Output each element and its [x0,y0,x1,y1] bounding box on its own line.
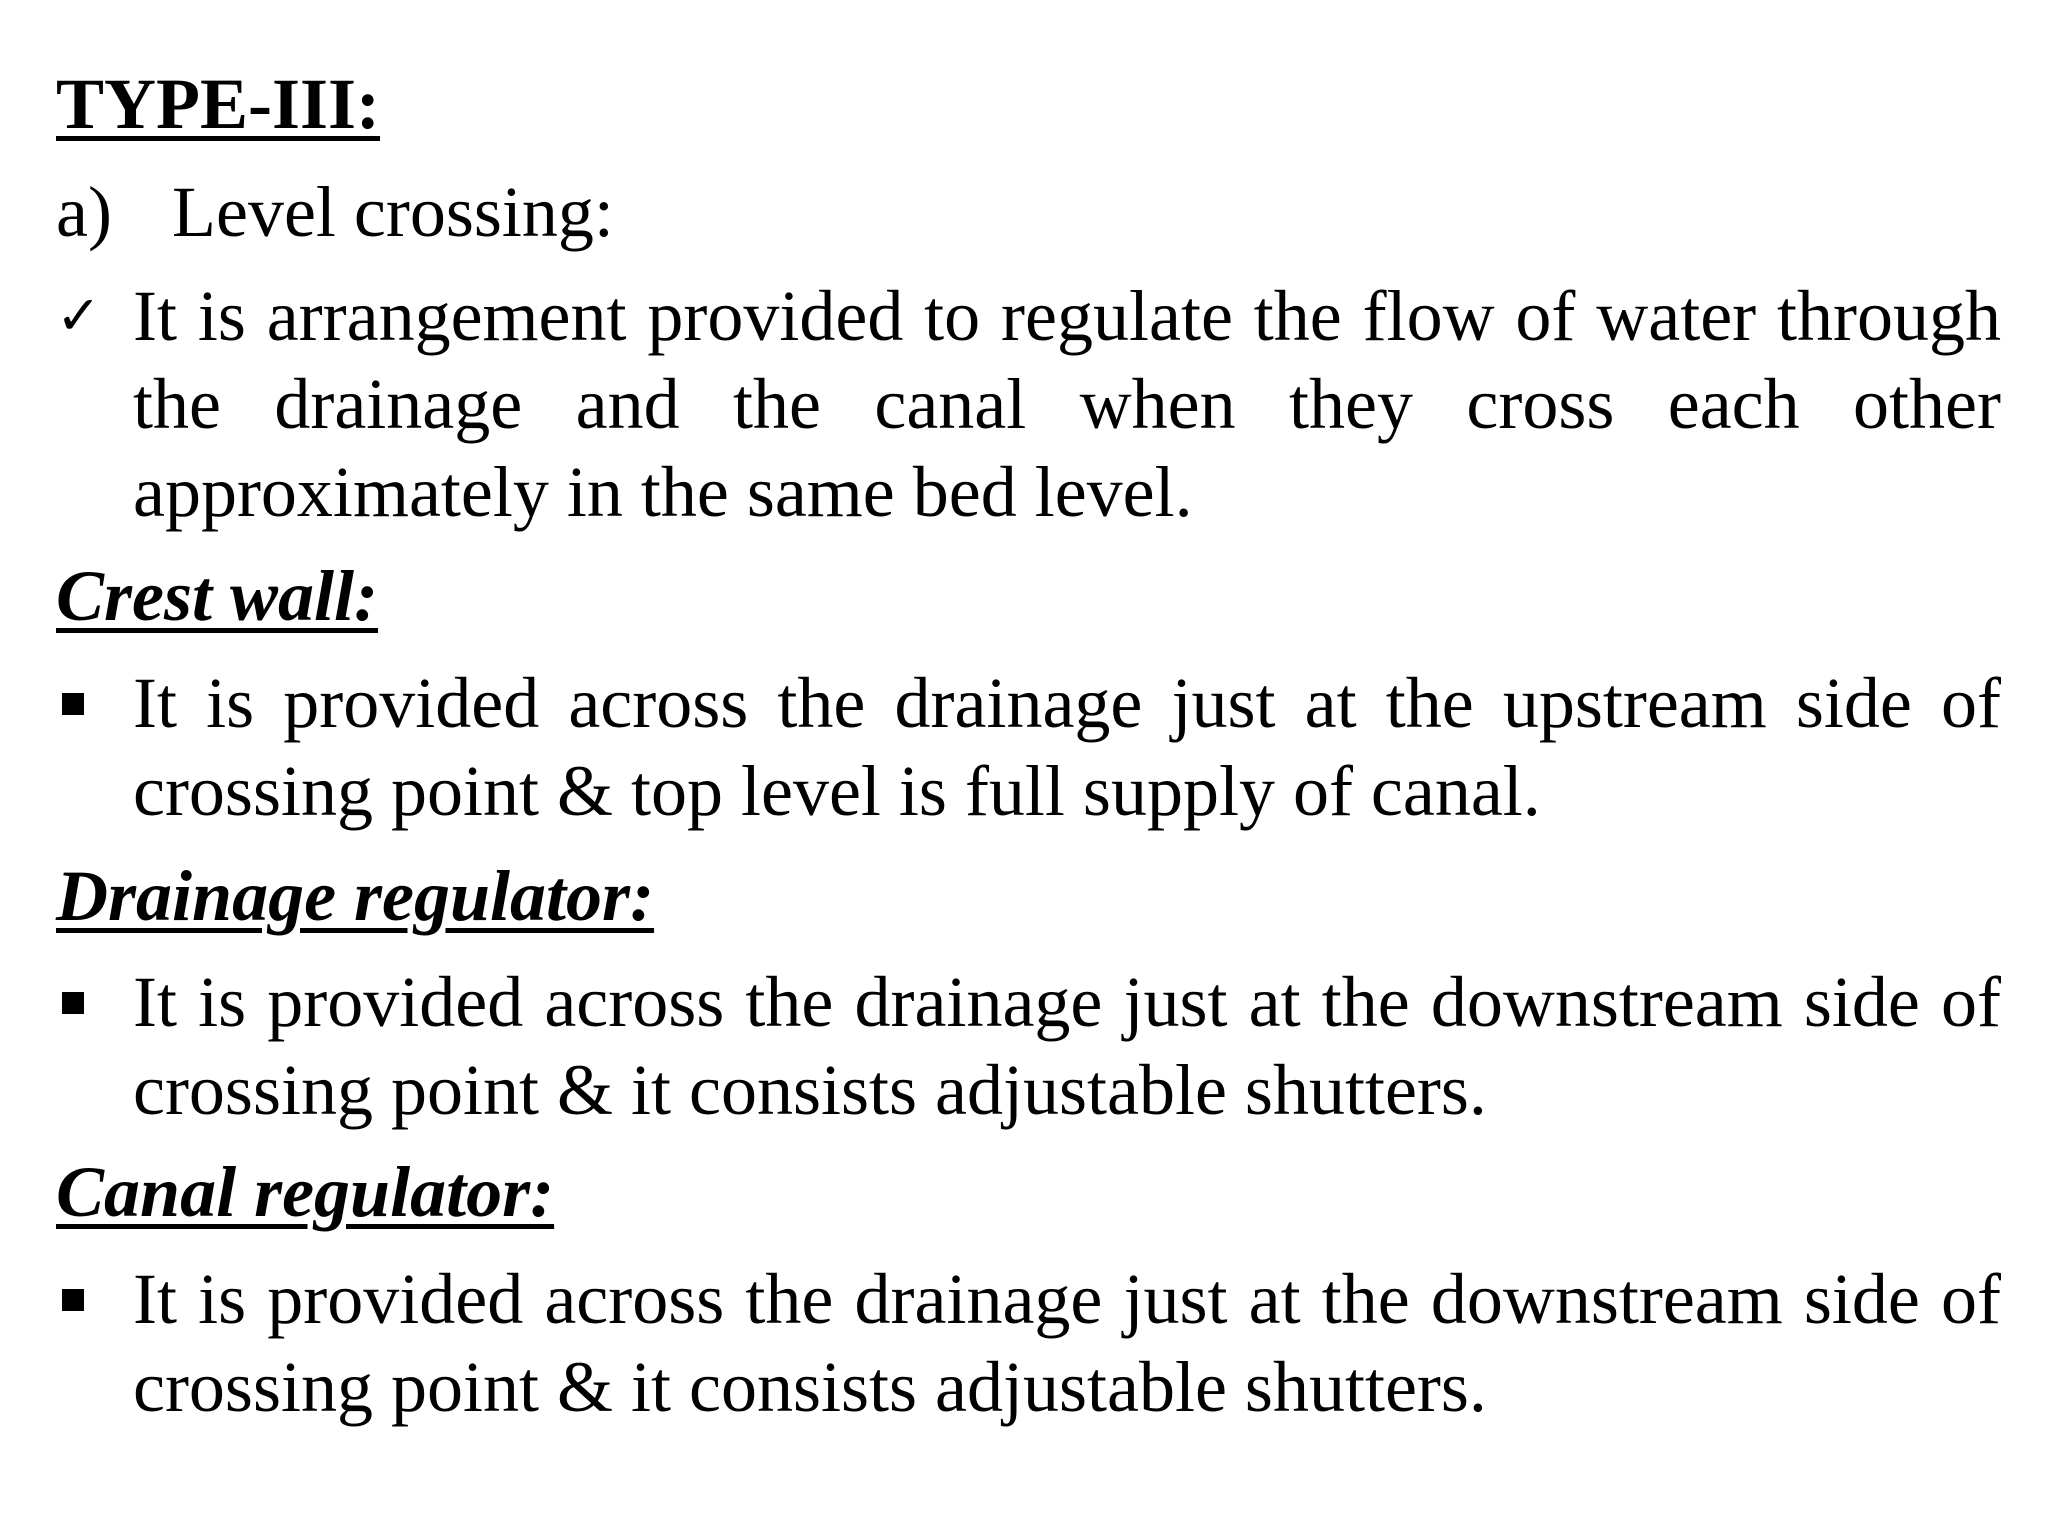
square-bullet-icon [56,958,132,1046]
sub-item-label: Level crossing: [172,172,614,252]
page-title: TYPE-III: [56,64,381,144]
check-mark-icon: ✓ [56,284,102,347]
square-bullet-icon [56,1255,132,1343]
section-heading-drainage-regulator: Drainage regulator: [56,856,655,936]
crest-wall-paragraph: It is provided across the drainage just at the upstream side of crossing point & top level is full supply of canal. [133,663,2001,831]
canal-regulator-paragraph: It is provided across the drainage just at the downstream side of crossing point & it consists adjustable shutters. [133,1259,2001,1427]
drainage-regulator-paragraph: It is provided across the drainage just at the downstream side of crossing point & it consists adjustable shutters. [133,962,2001,1130]
sub-item-marker: a) [56,172,112,252]
sub-item-level-crossing [56,172,614,252]
level-crossing-paragraph: It is arrangement provided to regulate the flow of water through the drainage and the canal when they cross each other approximately in the same bed level. [133,276,2001,532]
section-heading-crest-wall: Crest wall: [56,556,379,636]
section-heading-canal-regulator: Canal regulator: [56,1152,555,1232]
square-bullet-icon [56,659,132,747]
